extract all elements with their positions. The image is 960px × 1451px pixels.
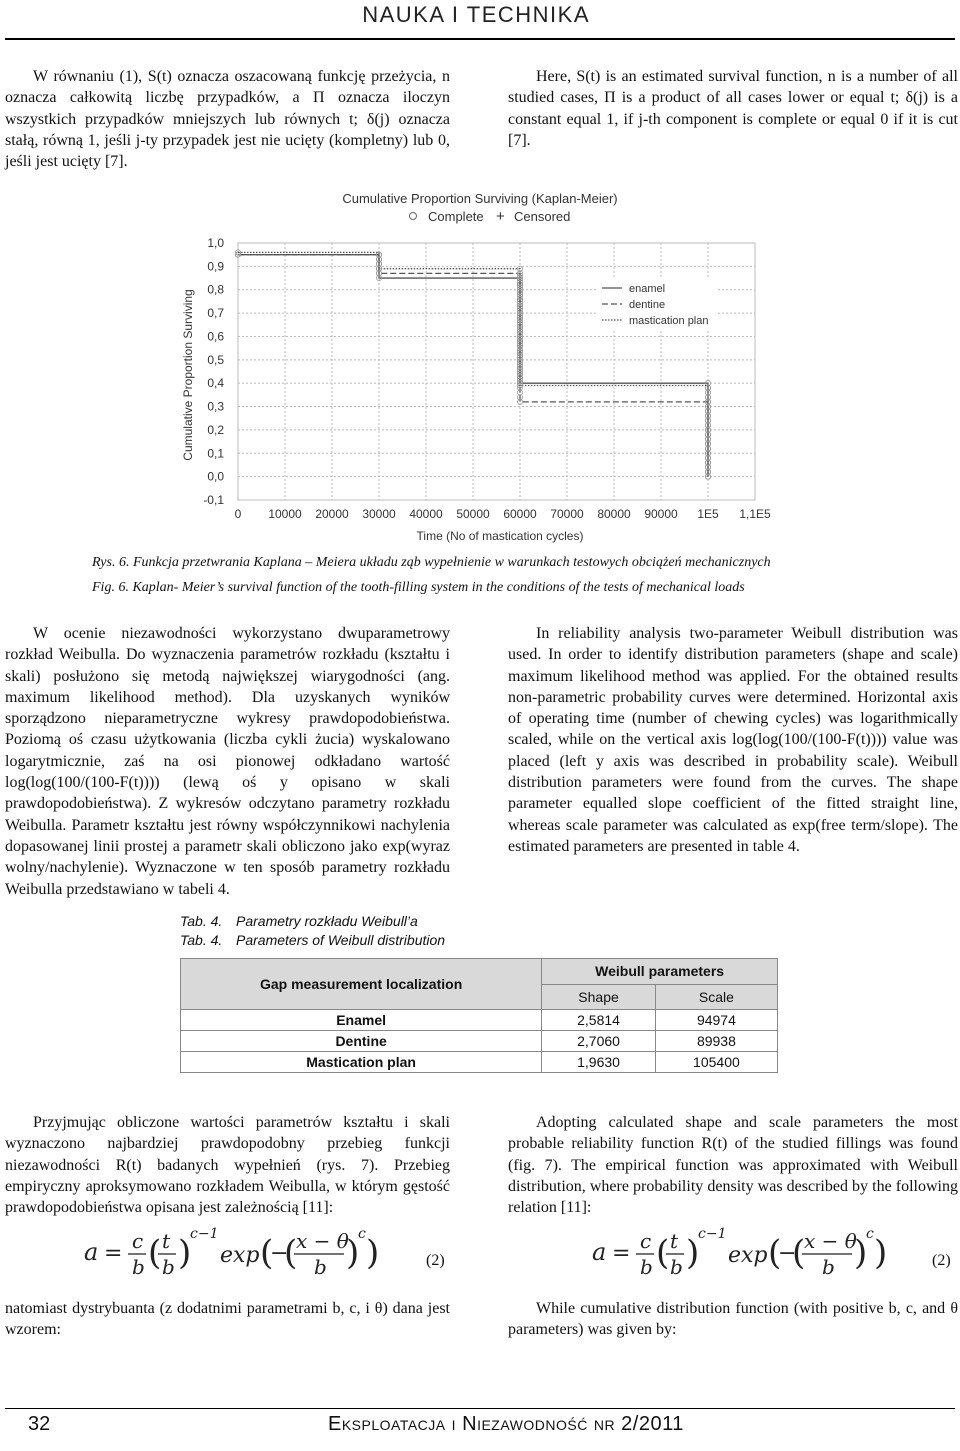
y-tick-label: 0,9 [207, 259, 224, 274]
x-tick-label: 60000 [503, 507, 537, 521]
x-tick-label: 70000 [550, 507, 584, 521]
body-pl-3 [5, 1298, 450, 1341]
censored-marker-icon: + [496, 208, 505, 225]
row-scale: 94974 [655, 1010, 777, 1031]
y-tick-label: -0,1 [203, 493, 224, 507]
svg-text:(: ( [656, 1233, 670, 1273]
intro-en-text: Here, S(t) is an estimated survival function, n is a number of all studied cases, Π is a product of all cases lower or equal t; δ(j) is a constant equal 1, if j-th component is complete or equal 0 if it is cut [7]. [508, 68, 958, 149]
legend-label: enamel [629, 283, 666, 295]
body-pl-2 [5, 1112, 450, 1218]
weibull-table [180, 958, 778, 1073]
equation-2-pl [80, 1222, 380, 1286]
svg-text:): ) [874, 1233, 888, 1273]
y-tick-label: 0,3 [207, 399, 224, 414]
x-tick-label: 1,1E5 [739, 507, 771, 521]
body-en-1 [508, 623, 958, 857]
equation-number-en: (2) [932, 1252, 951, 1269]
x-tick-label: 80000 [597, 507, 631, 521]
header-rule [5, 38, 955, 40]
body-en-1-text: In reliability analysis two-parameter Weibull distribution was used. In order to identify distribution parameters (shape and scale) maximum likelihood method was applied. For the obtained results non-parametric probability curves were determined. Horizontal axis of operating time (number of chewing cycles) was logarithmically scaled, while on the vertical axis log(log(100/(100-F(t)))) value was placed (left y axis was described in probability scale). Weibull distribution parameters were found from the curves. The shape parameter equalled slope coefficient of the fitted straight line, whereas scale parameter was calculated as exp(free term/slope). The estimated parameters are presented in table 4. [508, 625, 958, 855]
y-tick-label: 0,1 [207, 446, 224, 461]
page-number: 32 [28, 1413, 51, 1435]
row-name: Mastication plan [181, 1052, 542, 1073]
svg-text:−: − [778, 1241, 797, 1266]
y-tick-label: 0,7 [207, 306, 224, 321]
table-label-en: Tab. 4. [180, 932, 223, 948]
x-axis-label: Time (No of mastication cycles) [416, 529, 584, 543]
svg-text:exp: exp [728, 1243, 768, 1268]
svg-text:a: a [592, 1238, 607, 1266]
body-pl-1-text: W ocenie niezawodności wykorzystano dwuparametrowy rozkład Weibulla. Do wyznaczenia parametrów rozkładu (kształtu i skali) posłużono się metodą największej wiarygodności (ang. maximum likelihood method). Dla uzyskanych wyników sporządzono nieparametryczne wykresy prawdopodobieństwa. Poziomą oś czasu użytkowania (liczba cykli żucia) wyskalowano logarytmicznie, zaś na osi pionowej odkładano wartość log(log(100/(100-F(t)))) (lewą oś y opisano w skali prawdopodobieństwa). Z wykresów odczytano parametry rozkładu Weibulla. Parametr kształtu jest równy współczynnikowi nachylenia dopasowanej linii prostej a parametr skali obliczono jako exp(wyraz wolny/nachylenie). Wyznaczone w ten sposób parametry rozkładu Weibulla przedstawiano w tabeli 4. [5, 625, 450, 898]
x-tick-label: 40000 [409, 507, 443, 521]
equation-number-pl: (2) [426, 1252, 445, 1269]
intro-pl-text: W równaniu (1), S(t) oznacza oszacowaną funkcję przeżycia, n oznacza całkowitą liczbę przypadków, a Π oznacza iloczyn wszystkich przypadków mniejszych lub równych t; δ(j) oznacza stałą, równą 1, jeśli j-ty przypadek jest nie ucięty (kompletny) lub 0, jeśli jest ucięty [7]. [5, 68, 450, 171]
table-row [181, 1031, 778, 1052]
svg-text:): ) [178, 1233, 192, 1273]
svg-text:(: ( [768, 1233, 782, 1273]
row-name: Enamel [181, 1010, 542, 1031]
row-shape: 2,5814 [542, 1010, 656, 1031]
x-tick-label: 1E5 [697, 507, 719, 521]
legend-label: dentine [629, 299, 666, 311]
complete-marker-icon [410, 213, 417, 220]
svg-text:x − θ: x − θ [804, 1229, 857, 1253]
svg-text:c: c [640, 1229, 652, 1253]
row-scale: 89938 [655, 1031, 777, 1052]
legend-censored: Censored [514, 209, 571, 224]
svg-text:t: t [670, 1229, 679, 1253]
table-caption-pl [180, 913, 418, 929]
svg-text:c−1: c−1 [190, 1226, 219, 1242]
y-tick-label: 1,0 [207, 236, 224, 250]
figure-6 [170, 185, 790, 555]
body-en-2 [508, 1112, 958, 1218]
svg-text:c: c [866, 1226, 874, 1242]
body-en-2-text: Adopting calculated shape and scale parameters the most probable reliability function R(t) of the studied fillings was found (fig. 7). The empirical function was approximated with Weibull distribution, where probability density was described by the following relation [11]: [508, 1114, 958, 1217]
svg-text:): ) [854, 1233, 868, 1273]
svg-text:exp: exp [220, 1243, 260, 1268]
body-pl-2-text: Przyjmując obliczone wartości parametrów kształtu i skali wyznaczono najbardziej prawdopodobny przebieg funkcji niezawodności R(t) badanych wypełnień (rys. 7). Przebieg empiryczny aproksymowano rozkładem Weibulla, w którym gęstość prawdopodobieństwa opisana jest zależnością [11]: [5, 1114, 450, 1217]
x-tick-label: 20000 [315, 507, 349, 521]
svg-text:(: ( [284, 1233, 298, 1273]
y-tick-label: 0,5 [207, 352, 224, 367]
svg-text:(: ( [148, 1233, 162, 1273]
svg-text:): ) [346, 1233, 360, 1273]
svg-text:−: − [270, 1241, 289, 1266]
y-tick-label: 0,4 [207, 376, 224, 391]
y-tick-label: 0,6 [207, 329, 224, 344]
page-header [0, 0, 960, 40]
intro-en [508, 66, 958, 151]
figure-caption-pl: Rys. 6. Funkcja przetwrania Kaplana – Meiera układu ząb wypełnienie w warunkach testowych obciążeń mechanicznych [92, 555, 771, 570]
section-title: NAUKA I TECHNIKA [362, 2, 590, 27]
sub-header-scale: Scale [655, 984, 777, 1010]
row-shape: 2,7060 [542, 1031, 656, 1052]
svg-text:b: b [132, 1255, 145, 1279]
y-tick-label: 0,8 [207, 282, 224, 297]
svg-text:(: ( [260, 1233, 274, 1273]
table-row [181, 1052, 778, 1073]
footer-rule [5, 1408, 955, 1409]
table-caption-pl-text: Parametry rozkładu Weibull’a [236, 913, 418, 929]
svg-text:t: t [162, 1229, 171, 1253]
y-tick-label: 0,0 [207, 469, 224, 484]
svg-text:c: c [132, 1229, 144, 1253]
table-label-pl: Tab. 4. [180, 913, 223, 929]
svg-text:c−1: c−1 [698, 1226, 727, 1242]
chart-title: Cumulative Proportion Surviving (Kaplan-Meier) [342, 191, 618, 206]
col-header-localization: Gap measurement localization [181, 959, 542, 1010]
y-tick-label: 0,2 [207, 422, 224, 437]
body-en-3-text: While cumulative distribution function (with positive b, c, and θ parameters) was given by: [508, 1300, 958, 1339]
equation-2-en [588, 1222, 888, 1286]
svg-text:=: = [612, 1241, 631, 1266]
x-tick-label: 30000 [362, 507, 396, 521]
y-axis-label: Cumulative Proportion Surviving [181, 289, 195, 461]
svg-text:c: c [358, 1226, 366, 1242]
table-row [181, 1010, 778, 1031]
svg-text:b: b [640, 1255, 653, 1279]
row-name: Dentine [181, 1031, 542, 1052]
svg-text:b: b [162, 1255, 175, 1279]
row-scale: 105400 [655, 1052, 777, 1073]
svg-text:): ) [686, 1233, 700, 1273]
x-tick-label: 0 [234, 507, 242, 521]
svg-text:b: b [670, 1255, 683, 1279]
x-tick-label: 50000 [456, 507, 490, 521]
table-caption-en [180, 932, 445, 948]
body-pl-1 [5, 623, 450, 900]
sub-header-shape: Shape [542, 984, 656, 1010]
intro-pl [5, 66, 450, 172]
journal-title: Eksploatacja i Niezawodność nr 2/2011 [328, 1413, 684, 1435]
legend-complete: Complete [428, 209, 484, 224]
legend-label: mastication plan [629, 315, 709, 327]
body-en-3 [508, 1298, 958, 1341]
x-tick-label: 10000 [268, 507, 302, 521]
svg-text:=: = [104, 1241, 123, 1266]
svg-text:a: a [84, 1238, 99, 1266]
km-chart [170, 185, 790, 555]
svg-text:b: b [314, 1255, 327, 1279]
series-legend [598, 279, 718, 331]
svg-text:(: ( [792, 1233, 806, 1273]
svg-text:): ) [366, 1233, 380, 1273]
svg-text:b: b [822, 1255, 835, 1279]
body-pl-3-text: natomiast dystrybuanta (z dodatnimi parametrami b, c, i θ) dana jest wzorem: [5, 1300, 450, 1339]
table-caption-en-text: Parameters of Weibull distribution [236, 932, 446, 948]
row-shape: 1,9630 [542, 1052, 656, 1073]
svg-text:x − θ: x − θ [296, 1229, 349, 1253]
x-tick-label: 90000 [644, 507, 678, 521]
figure-caption-en: Fig. 6. Kaplan- Meier’s survival function of the tooth-filling system in the conditions of the tests of mechanical loads [92, 580, 745, 595]
group-header-weibull: Weibull parameters [542, 959, 778, 985]
